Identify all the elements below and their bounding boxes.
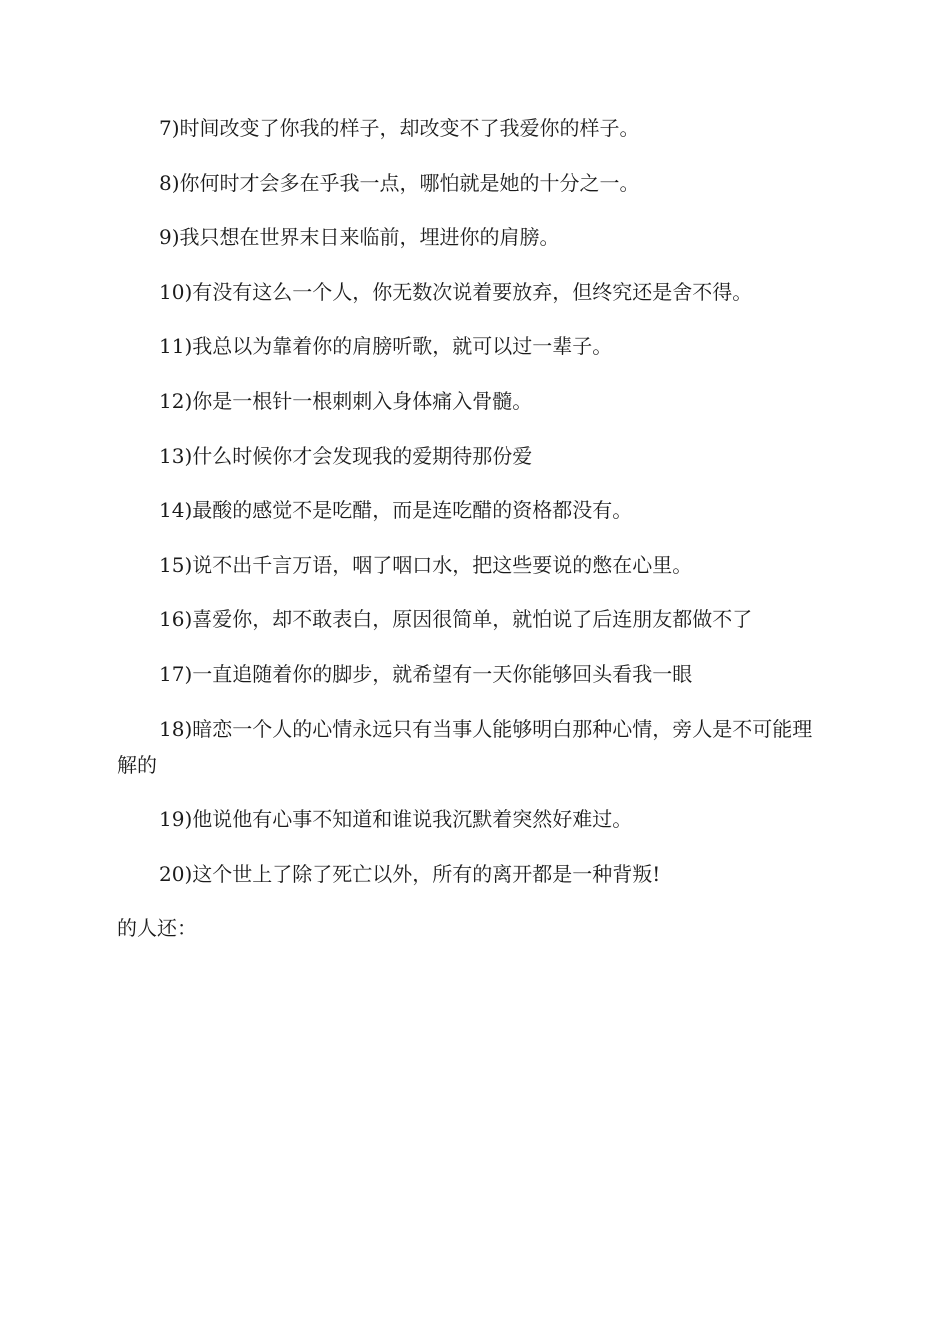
paragraph-16: 16)喜爱你，却不敢表白，原因很简单，就怕说了后连朋友都做不了 [159,607,753,632]
paragraph-20: 20)这个世上了除了死亡以外，所有的离开都是一种背叛! [159,861,661,886]
paragraph-13: 13)什么时候你才会发现我的爱期待那份爱 [159,443,533,468]
trailing-text: 的人还： [117,916,197,941]
paragraph-8: 8)你何时才会多在乎我一点，哪怕就是她的十分之一。 [159,170,640,195]
paragraph-7: 7)时间改变了你我的样子，却改变不了我爱你的样子。 [159,116,640,140]
paragraph-17: 17)一直追随着你的脚步，就希望有一天你能够回头看我一眼 [159,661,693,686]
document-body [117,110,829,965]
paragraph-10: 10)有没有这么一个人，你无数次说着要放弃，但终究还是舍不得。 [159,279,753,304]
paragraph-11: 11)我总以为靠着你的肩膀听歌，就可以过一辈子。 [159,334,613,359]
paragraph-14: 14)最酸的感觉不是吃醋，而是连吃醋的资格都没有。 [159,498,633,523]
paragraph-19: 19)他说他有心事不知道和谁说我沉默着突然好难过。 [159,807,633,832]
paragraph-12: 12)你是一根针一根刺刺入身体痛入骨髓。 [159,388,533,413]
paragraph-15: 15)说不出千言万语，咽了咽口水，把这些要说的憋在心里。 [159,552,693,577]
paragraph-9: 9)我只想在世界末日来临前，埋进你的肩膀。 [159,225,560,250]
paragraph-18: 18)暗恋一个人的心情永远只有当事人能够明白那种心情，旁人是不可能理解的 [117,716,813,777]
